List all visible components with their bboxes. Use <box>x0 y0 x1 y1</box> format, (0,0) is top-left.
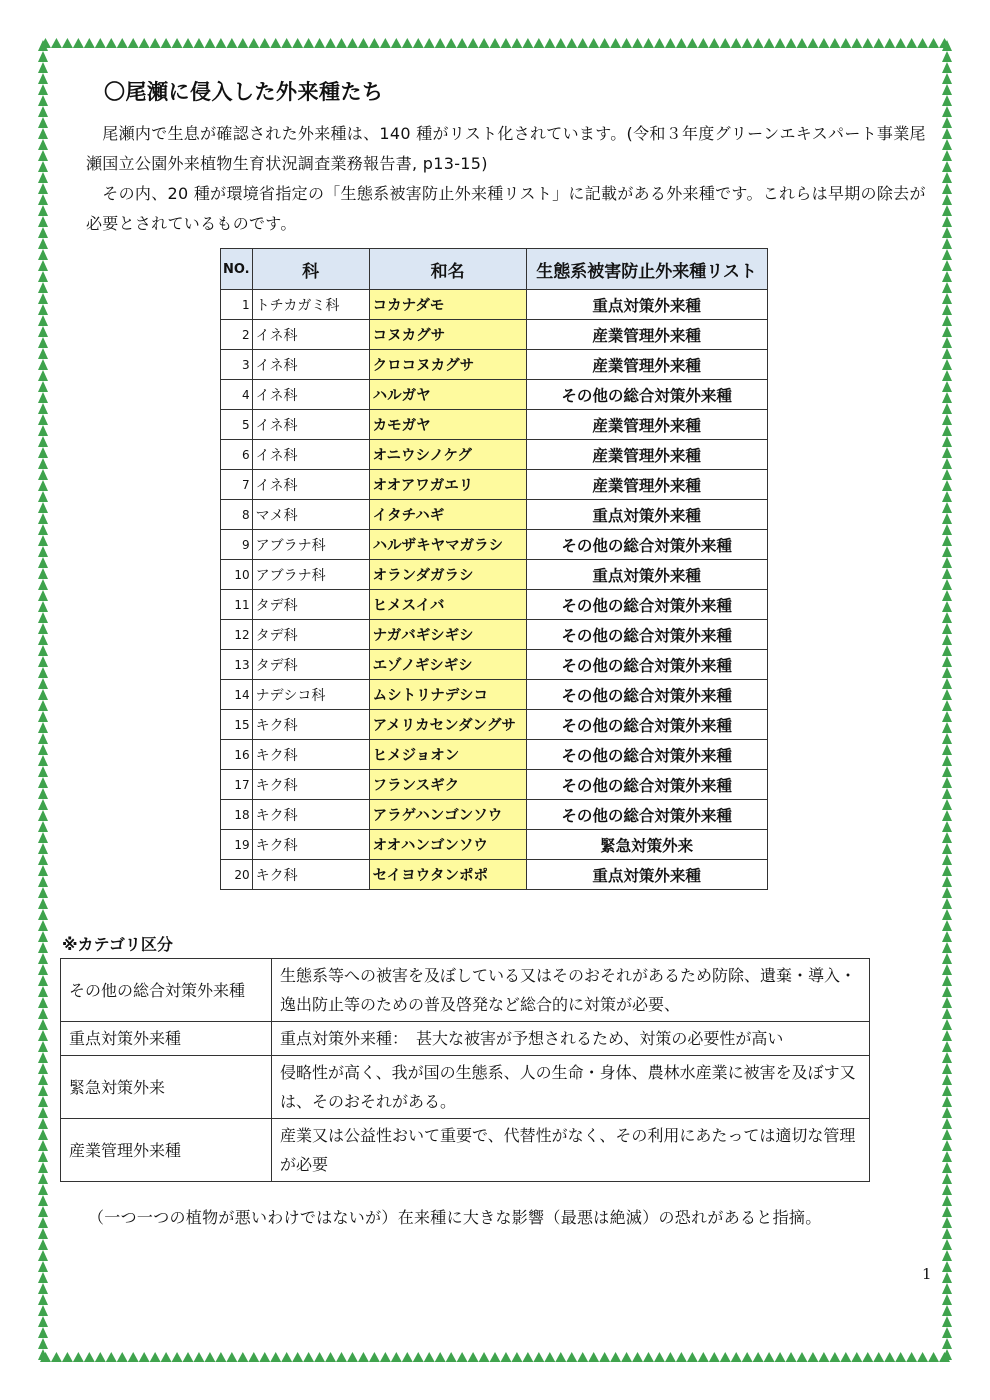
cell-no: 8 <box>221 500 253 530</box>
cell-name: フランスギク <box>369 770 526 800</box>
table-row <box>221 590 768 620</box>
cell-name: セイヨウタンポポ <box>369 860 526 890</box>
cell-family: タデ科 <box>252 590 369 620</box>
table-row <box>221 620 768 650</box>
table-row <box>221 320 768 350</box>
cell-no: 4 <box>221 380 253 410</box>
intro-paragraph: 尾瀬内で生息が確認された外来種は、140 種がリスト化されています。(令和３年度グリーンエキスパート事業尾瀬国立公園外来植物生育状況調査業務報告書, p13-15) <box>86 124 926 173</box>
cell-family: イネ科 <box>252 320 369 350</box>
category-row <box>61 1119 870 1182</box>
cell-name: コカナダモ <box>369 290 526 320</box>
cell-category: 重点対策外来種 <box>526 500 767 530</box>
cell-category: その他の総合対策外来種 <box>526 770 767 800</box>
table-row <box>221 500 768 530</box>
cell-category: その他の総合対策外来種 <box>526 650 767 680</box>
category-row <box>61 1056 870 1119</box>
category-row <box>61 1022 870 1056</box>
cell-name: アメリカセンダングサ <box>369 710 526 740</box>
table-row <box>221 860 768 890</box>
cell-name: オランダガラシ <box>369 560 526 590</box>
category-row <box>61 959 870 1022</box>
cell-category: その他の総合対策外来種 <box>526 620 767 650</box>
cell-name: ハルガヤ <box>369 380 526 410</box>
table-row <box>221 530 768 560</box>
cell-name: クロコヌカグサ <box>369 350 526 380</box>
page-title: 〇尾瀬に侵入した外来種たち <box>104 80 384 104</box>
category-term: 産業管理外来種 <box>61 1119 272 1182</box>
cell-name: カモガヤ <box>369 410 526 440</box>
header-name: 和名 <box>369 249 526 290</box>
cell-no: 20 <box>221 860 253 890</box>
cell-name: ヒメスイバ <box>369 590 526 620</box>
cell-no: 11 <box>221 590 253 620</box>
cell-name: オオアワガエリ <box>369 470 526 500</box>
cell-no: 13 <box>221 650 253 680</box>
cell-category: その他の総合対策外来種 <box>526 800 767 830</box>
cell-family: キク科 <box>252 800 369 830</box>
cell-family: マメ科 <box>252 500 369 530</box>
table-row <box>221 410 768 440</box>
cell-category: 重点対策外来種 <box>526 290 767 320</box>
cell-family: イネ科 <box>252 470 369 500</box>
cell-no: 3 <box>221 350 253 380</box>
decorative-border-bottom <box>40 1352 950 1362</box>
table-row <box>221 740 768 770</box>
cell-name: ハルザキヤマガラシ <box>369 530 526 560</box>
decorative-border-left <box>38 40 48 1360</box>
cell-no: 2 <box>221 320 253 350</box>
cell-no: 19 <box>221 830 253 860</box>
cell-family: イネ科 <box>252 380 369 410</box>
cell-category: 産業管理外来種 <box>526 470 767 500</box>
cell-name: ナガバギシギシ <box>369 620 526 650</box>
cell-name: イタチハギ <box>369 500 526 530</box>
table-row <box>221 290 768 320</box>
table-row <box>221 560 768 590</box>
cell-family: キク科 <box>252 860 369 890</box>
cell-family: イネ科 <box>252 350 369 380</box>
cell-family: タデ科 <box>252 650 369 680</box>
cell-category: 産業管理外来種 <box>526 410 767 440</box>
cell-category: 重点対策外来種 <box>526 860 767 890</box>
table-row <box>221 380 768 410</box>
header-no: NO. <box>221 249 253 290</box>
table-header-row <box>221 249 768 290</box>
cell-name: コヌカグサ <box>369 320 526 350</box>
cell-category: 重点対策外来種 <box>526 560 767 590</box>
cell-no: 1 <box>221 290 253 320</box>
table-row <box>221 470 768 500</box>
cell-name: ヒメジョオン <box>369 740 526 770</box>
decorative-border-top <box>40 38 950 48</box>
category-definition: 産業又は公益性おいて重要で、代替性がなく、その利用にあたっては適切な管理が必要 <box>272 1119 870 1182</box>
cell-name: ムシトリナデシコ <box>369 680 526 710</box>
summary-paragraph: その内、20 種が環境省指定の「生態系被害防止外来種リスト」に記載がある外来種です。これらは早期の除去が必要とされているものです。 <box>86 184 926 233</box>
cell-category: その他の総合対策外来種 <box>526 530 767 560</box>
cell-family: ナデシコ科 <box>252 680 369 710</box>
category-term: その他の総合対策外来種 <box>61 959 272 1022</box>
cell-category: 産業管理外来種 <box>526 320 767 350</box>
cell-category: その他の総合対策外来種 <box>526 740 767 770</box>
cell-category: その他の総合対策外来種 <box>526 380 767 410</box>
page-number: 1 <box>922 1265 932 1283</box>
table-row <box>221 830 768 860</box>
category-term: 重点対策外来種 <box>61 1022 272 1056</box>
category-definition: 生態系等への被害を及ぼしている又はそのおそれがあるため防除、遺棄・導入・逸出防止等のための普及啓発など総合的に対策が必要、 <box>272 959 870 1022</box>
cell-no: 14 <box>221 680 253 710</box>
cell-family: キク科 <box>252 770 369 800</box>
table-row <box>221 710 768 740</box>
cell-category: その他の総合対策外来種 <box>526 680 767 710</box>
cell-category: その他の総合対策外来種 <box>526 710 767 740</box>
cell-family: イネ科 <box>252 410 369 440</box>
decorative-border-right <box>942 40 952 1360</box>
cell-category: 産業管理外来種 <box>526 440 767 470</box>
cell-no: 9 <box>221 530 253 560</box>
cell-family: タデ科 <box>252 620 369 650</box>
cell-name: オオハンゴンソウ <box>369 830 526 860</box>
cell-no: 17 <box>221 770 253 800</box>
cell-family: トチカガミ科 <box>252 290 369 320</box>
cell-family: キク科 <box>252 710 369 740</box>
category-heading: ※カテゴリ区分 <box>62 935 173 954</box>
closing-note: （一つ一つの植物が悪いわけではないが）在来種に大きな影響（最悪は絶滅）の恐れがあると指摘。 <box>88 1208 822 1227</box>
header-family: 科 <box>252 249 369 290</box>
cell-category: その他の総合対策外来種 <box>526 590 767 620</box>
cell-category: 緊急対策外来 <box>526 830 767 860</box>
cell-name: アラゲハンゴンソウ <box>369 800 526 830</box>
invasive-species-table <box>220 248 768 890</box>
cell-category: 産業管理外来種 <box>526 350 767 380</box>
table-row <box>221 650 768 680</box>
cell-family: イネ科 <box>252 440 369 470</box>
cell-no: 5 <box>221 410 253 440</box>
cell-no: 10 <box>221 560 253 590</box>
cell-name: エゾノギシギシ <box>369 650 526 680</box>
cell-no: 18 <box>221 800 253 830</box>
table-row <box>221 800 768 830</box>
table-row <box>221 350 768 380</box>
table-row <box>221 440 768 470</box>
cell-family: キク科 <box>252 740 369 770</box>
cell-family: キク科 <box>252 830 369 860</box>
cell-name: オニウシノケグ <box>369 440 526 470</box>
cell-no: 16 <box>221 740 253 770</box>
category-definition-table <box>60 958 870 1182</box>
category-definition: 重点対策外来種： 甚大な被害が予想されるため、対策の必要性が高い <box>272 1022 870 1056</box>
table-row <box>221 770 768 800</box>
cell-family: アブラナ科 <box>252 560 369 590</box>
cell-no: 15 <box>221 710 253 740</box>
category-term: 緊急対策外来 <box>61 1056 272 1119</box>
header-category: 生態系被害防止外来種リスト <box>526 249 767 290</box>
cell-no: 7 <box>221 470 253 500</box>
table-row <box>221 680 768 710</box>
category-definition: 侵略性が高く、我が国の生態系、人の生命・身体、農林水産業に被害を及ぼす又は、そのおそれがある。 <box>272 1056 870 1119</box>
cell-family: アブラナ科 <box>252 530 369 560</box>
cell-no: 12 <box>221 620 253 650</box>
cell-no: 6 <box>221 440 253 470</box>
